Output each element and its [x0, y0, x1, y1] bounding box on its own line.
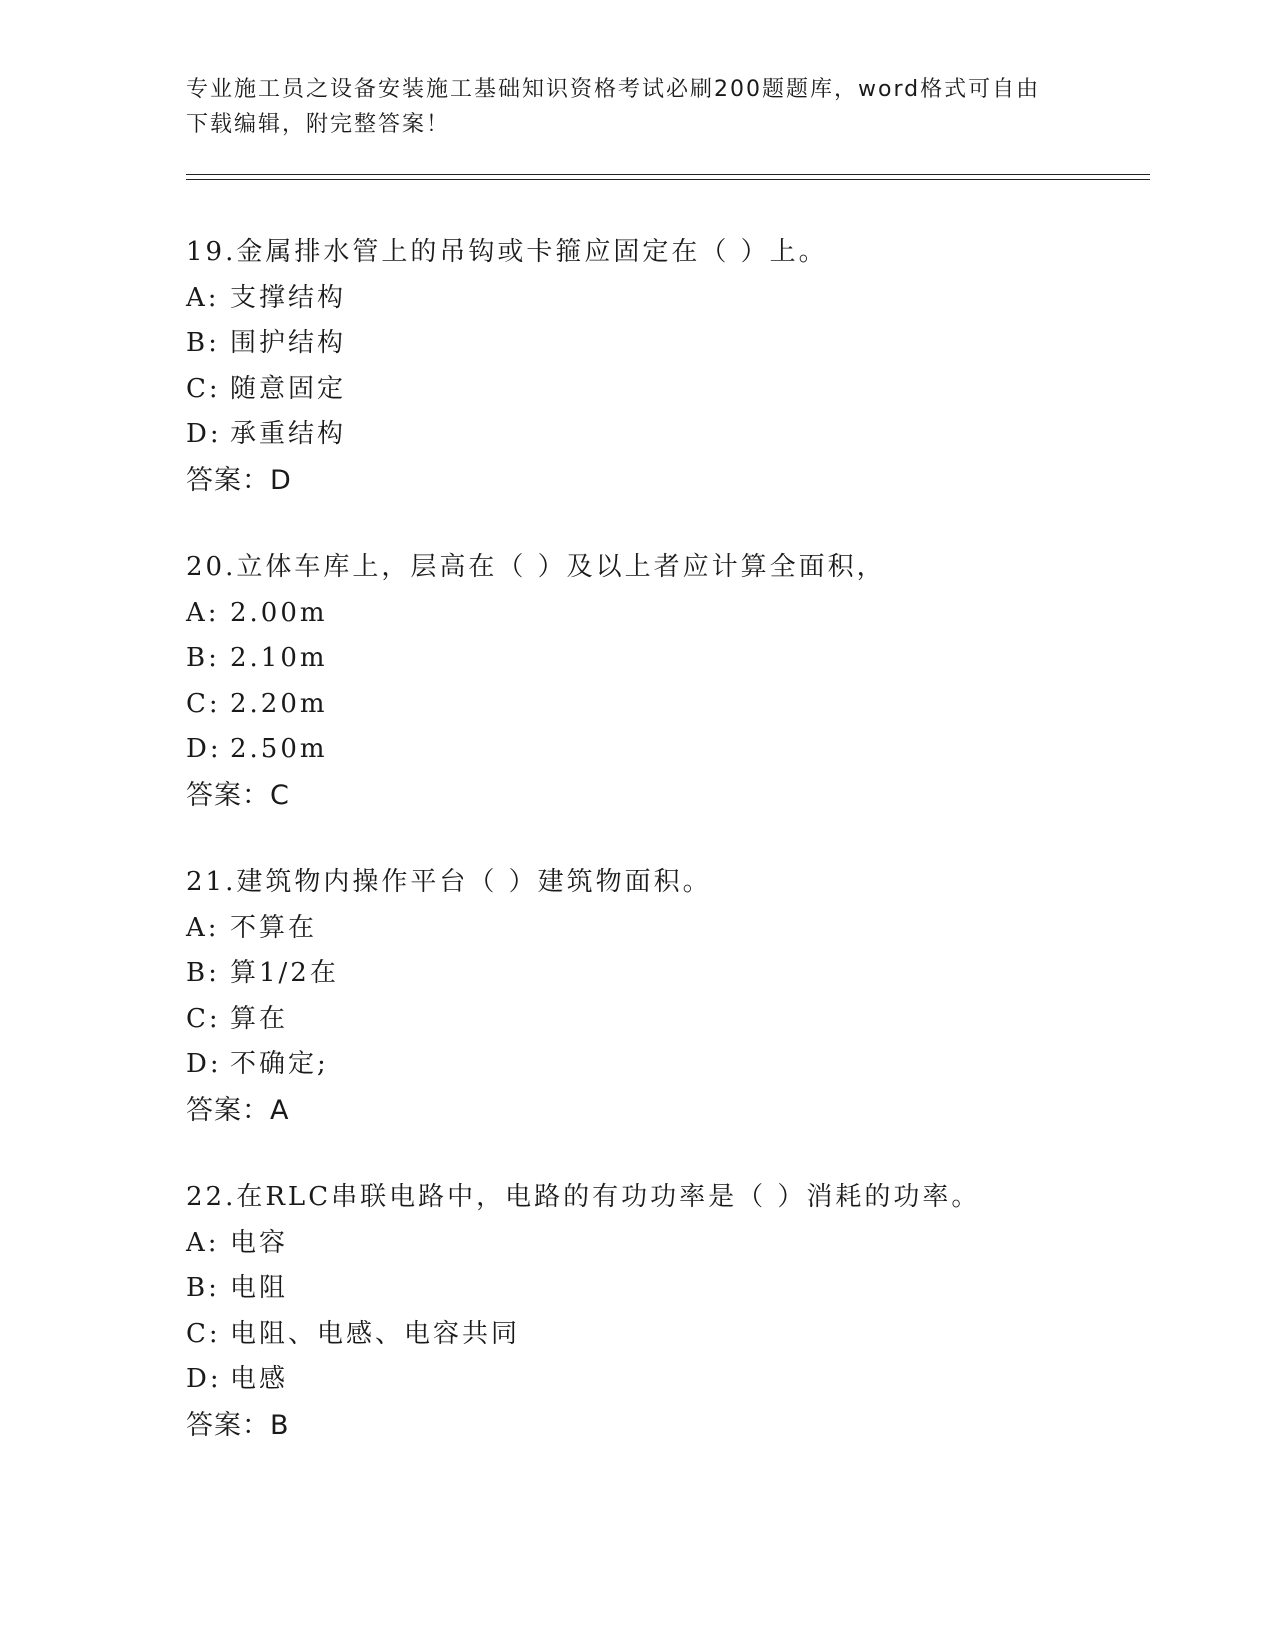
option-a	[186, 591, 1146, 637]
option-text: 电阻、电感、电容共同	[230, 1318, 521, 1349]
option-letter: C:	[186, 1003, 221, 1034]
question-stem: 21.建筑物内操作平台（ ）建筑物面积。	[186, 867, 712, 897]
option-letter: B:	[186, 958, 220, 989]
option-letter: D:	[186, 734, 222, 765]
option-text: 不确定;	[230, 1049, 329, 1080]
option-letter: C:	[186, 1318, 221, 1349]
option-text: 2.20m	[230, 688, 328, 719]
option-letter: B:	[186, 1273, 220, 1304]
option-letter: D:	[186, 1049, 222, 1080]
option-text: 算1/2在	[230, 958, 339, 989]
option-letter: A:	[186, 597, 220, 628]
option-c	[186, 682, 1146, 728]
header-line-1: 专业施工员之设备安装施工基础知识资格考试必刷200题题库，word格式可自由	[186, 77, 1041, 102]
question-stem: 19.金属排水管上的吊钩或卡箍应固定在（ ）上。	[186, 237, 828, 267]
option-text: 算在	[230, 1003, 289, 1034]
question-21	[186, 860, 1146, 1133]
question-22	[186, 1175, 1146, 1448]
option-text: 电感	[230, 1364, 289, 1395]
option-b	[186, 321, 1146, 367]
option-a	[186, 906, 1146, 952]
option-c	[186, 1312, 1146, 1358]
option-letter: B:	[186, 643, 220, 674]
option-a	[186, 276, 1146, 322]
option-b	[186, 636, 1146, 682]
option-text: 2.00m	[230, 597, 328, 628]
option-d	[186, 1357, 1146, 1403]
answer-line: 答案：D	[186, 464, 292, 496]
option-d	[186, 1042, 1146, 1088]
option-letter: A:	[186, 282, 220, 313]
option-letter: A:	[186, 912, 220, 943]
option-text: 围护结构	[230, 328, 347, 359]
document-header	[186, 72, 1066, 142]
option-b	[186, 1266, 1146, 1312]
header-line-2: 下载编辑，附完整答案！	[186, 112, 451, 137]
option-letter: B:	[186, 328, 220, 359]
option-text: 电容	[230, 1227, 289, 1258]
option-letter: C:	[186, 373, 221, 404]
option-text: 2.50m	[230, 734, 328, 765]
header-divider-top	[186, 174, 1150, 175]
option-b	[186, 951, 1146, 997]
question-19	[186, 230, 1146, 503]
answer-line: 答案：C	[186, 779, 290, 811]
option-letter: D:	[186, 1364, 222, 1395]
option-text: 2.10m	[230, 643, 328, 674]
option-c	[186, 367, 1146, 413]
answer-line: 答案：B	[186, 1409, 290, 1441]
question-20	[186, 545, 1146, 818]
option-letter: A:	[186, 1227, 220, 1258]
option-c	[186, 997, 1146, 1043]
option-a	[186, 1221, 1146, 1267]
question-stem: 22.在RLC串联电路中，电路的有功功率是（ ）消耗的功率。	[186, 1182, 981, 1212]
option-text: 承重结构	[230, 419, 347, 450]
question-stem: 20.立体车库上，层高在（ ）及以上者应计算全面积，	[186, 552, 886, 582]
option-d	[186, 412, 1146, 458]
option-letter: D:	[186, 419, 222, 450]
option-d	[186, 727, 1146, 773]
option-text: 随意固定	[230, 373, 347, 404]
header-divider-bottom	[186, 179, 1150, 180]
option-text: 电阻	[230, 1273, 289, 1304]
answer-line: 答案：A	[186, 1094, 290, 1126]
option-letter: C:	[186, 688, 221, 719]
option-text: 支撑结构	[230, 282, 347, 313]
option-text: 不算在	[230, 912, 318, 943]
